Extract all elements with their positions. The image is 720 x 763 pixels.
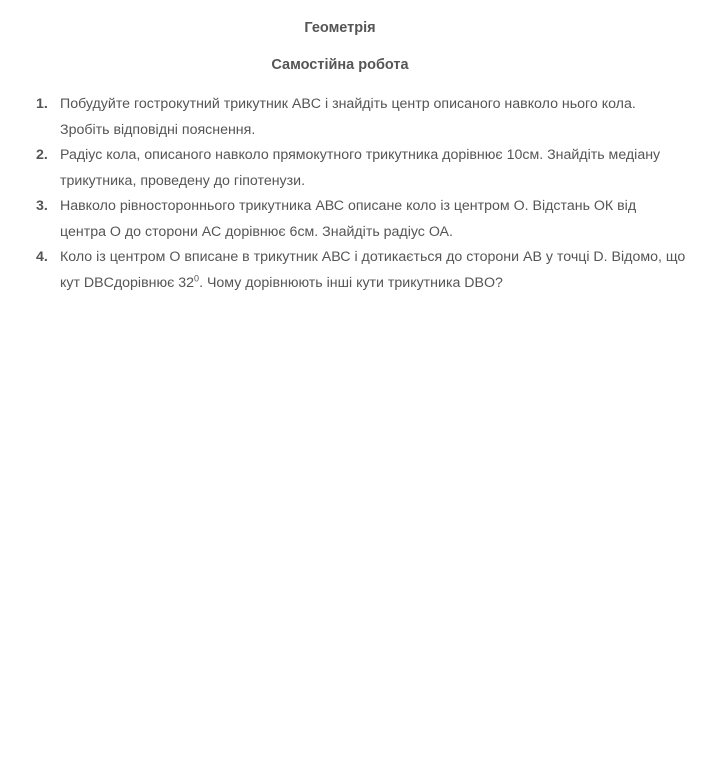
task-item-1 [36,92,686,143]
task-text-part: . Чому дорівнюють інші кути трикутника DBO? [199,274,503,291]
task-item-3 [36,194,686,245]
task-number: 3. [36,198,48,214]
degree-mark: 0 [194,272,200,283]
task-text [60,245,686,296]
task-text: Побудуйте гострокутний трикутник ABC і знайдіть центр описаного навколо нього кола. Зробіть відповідні пояснення. [60,96,636,138]
document-subtitle: Самостійна робота [271,57,409,73]
task-item-4 [36,245,686,296]
document-title: Геометрія [304,20,376,36]
task-number: 1. [36,96,48,112]
task-item-2 [36,143,686,194]
task-text: Навколо рівностороннього трикутника АВС описане коло із центром О. Відстань ОК від центра О до сторони АС дорівнює 6см. Знайдіть радіус ОА. [60,198,637,240]
task-text: Радіус кола, описаного навколо прямокутного трикутника дорівнює 10см. Знайдіть медіану трикутника, проведену до гіпотенузи. [60,147,661,189]
task-number: 4. [36,249,48,265]
task-text-part: Коло із центром О вписане в трикутник АВС і дотикається до сторони АВ у точці D. Відомо, що кут DBCдорівнює 32 [60,249,686,291]
task-list [36,92,686,296]
task-number: 2. [36,147,48,163]
